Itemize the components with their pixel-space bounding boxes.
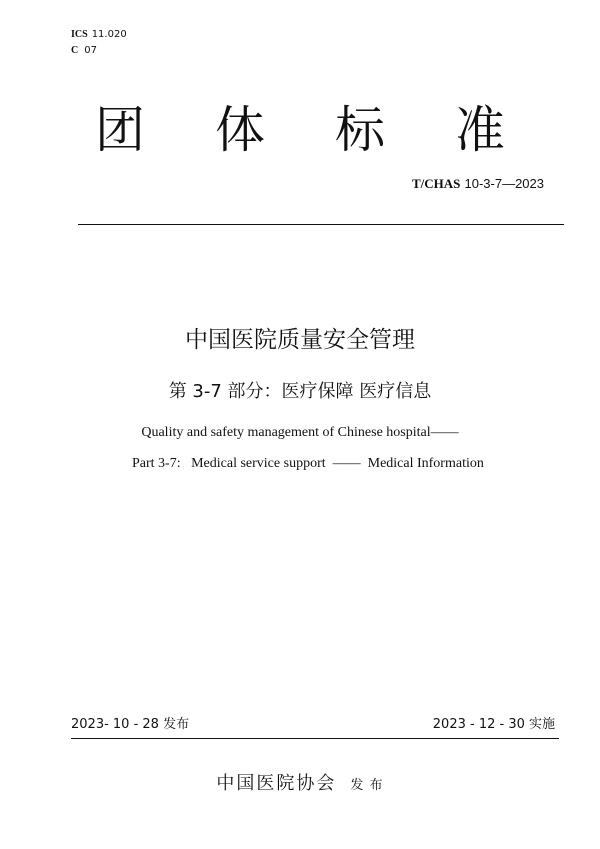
chinese-title: 中国医院质量安全管理: [185, 327, 415, 353]
english-title: Quality and safety management of Chinese hospital——: [141, 425, 459, 440]
publisher-name: 中国医院协会: [216, 773, 337, 794]
issue-date: 2023- 10 - 28 发布: [71, 717, 190, 732]
category-char-1: 团: [95, 101, 145, 159]
top-divider: [78, 224, 564, 225]
standard-category-title: [0, 100, 600, 160]
publish-label: 发 布: [350, 778, 384, 793]
chinese-part-title: 第 3-7 部分：医疗保障 医疗信息: [168, 381, 432, 402]
ccs-code: [71, 45, 97, 57]
ics-code: [71, 29, 127, 41]
category-char-3: 标: [335, 101, 385, 159]
standard-number: [412, 176, 544, 193]
category-char-4: 准: [455, 101, 505, 159]
english-part-title: Part 3-7: Medical service support —— Medical Information: [132, 456, 484, 471]
implementation-date: 2023 - 12 - 30 实施: [432, 717, 555, 732]
ccs-label: C: [71, 45, 79, 56]
standard-number-prefix: T/CHAS: [411, 176, 461, 191]
ccs-value: 07: [84, 45, 97, 56]
publisher: [0, 773, 600, 797]
standard-number-value: 10-3-7—2023: [464, 176, 544, 191]
ics-value: 11.020: [91, 29, 127, 40]
ics-label: ICS: [71, 29, 88, 40]
category-char-2: 体: [215, 101, 265, 159]
bottom-divider: [71, 738, 559, 739]
